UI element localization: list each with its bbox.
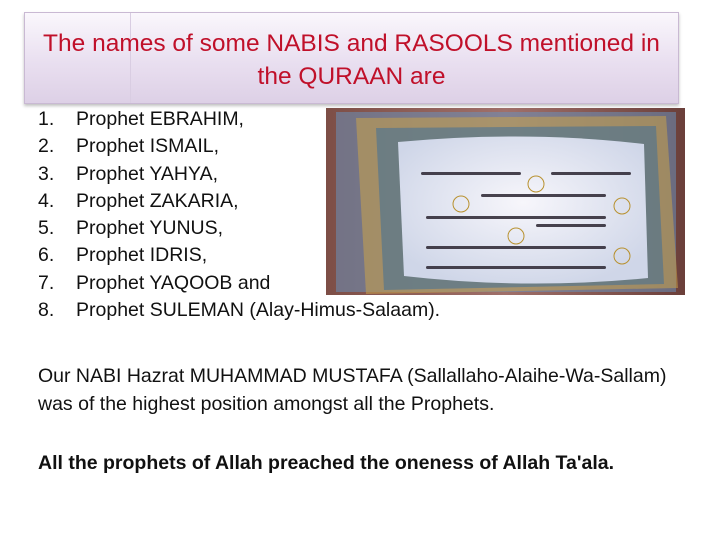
- prophet-name: Prophet EBRAHIM,: [76, 108, 244, 130]
- prophet-name: Prophet ZAKARIA,: [76, 189, 239, 212]
- list-number: 6.: [38, 244, 55, 267]
- list-number: 3.: [38, 162, 55, 185]
- list-item: [38, 188, 440, 215]
- prophet-list: [38, 106, 440, 324]
- list-number: 4.: [38, 189, 55, 212]
- prophet-name: Prophet SULEMAN (Alay-Himus-Salaam).: [76, 299, 441, 322]
- prophet-name: Prophet YAQOOB and: [76, 271, 271, 294]
- list-item: [38, 242, 440, 269]
- list-item: [38, 161, 440, 188]
- prophet-name: Prophet ISMAIL,: [76, 135, 220, 158]
- title-banner: [24, 12, 679, 104]
- list-number: 1.: [38, 108, 55, 130]
- prophet-name: Prophet YAHYA,: [76, 162, 218, 185]
- closing-statement: All the prophets of Allah preached the oneness of Allah Ta'ala.: [38, 452, 615, 474]
- list-item: [38, 297, 440, 324]
- list-item: [38, 106, 440, 133]
- prophet-name: Prophet IDRIS,: [76, 244, 208, 267]
- prophet-name: Prophet YUNUS,: [76, 217, 224, 240]
- list-item: [38, 133, 440, 160]
- body-paragraph: Our NABI Hazrat MUHAMMAD MUSTAFA (Sallallaho-Alaihe-Wa-Sallam) was of the highest position amongst all the Prophets.: [38, 365, 667, 415]
- list-number: 5.: [38, 217, 55, 240]
- list-number: 7.: [38, 271, 55, 294]
- list-item: [38, 215, 440, 242]
- list-number: 2.: [38, 135, 55, 158]
- list-number: 8.: [38, 299, 55, 322]
- list-item: [38, 270, 440, 297]
- title-line-2: the QURAAN are: [257, 63, 446, 90]
- title-line-1: The names of some NABIS and RASOOLS mentioned in: [43, 30, 660, 57]
